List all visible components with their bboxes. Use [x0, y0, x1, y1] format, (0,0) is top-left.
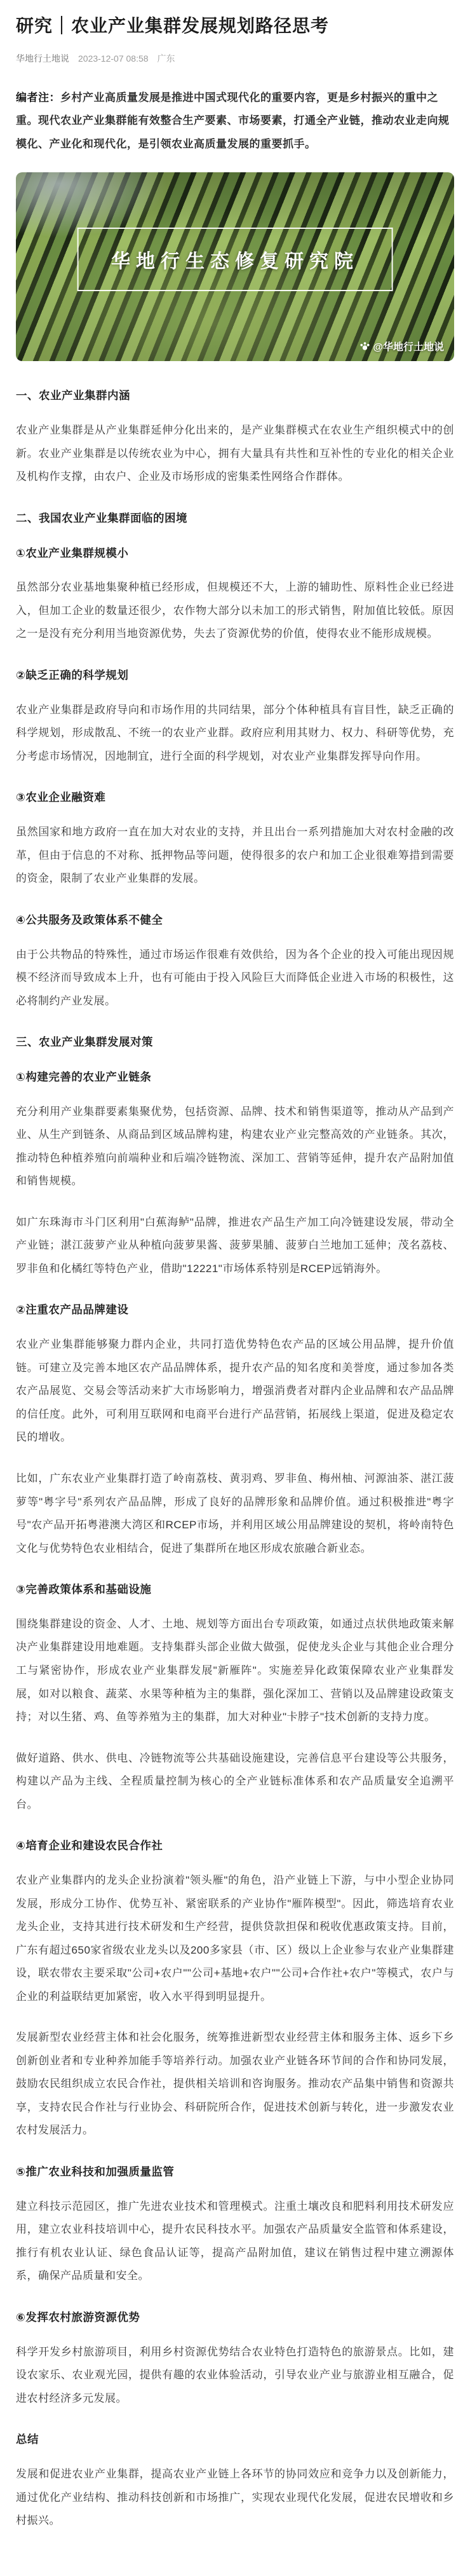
hero-overlay-box	[77, 228, 393, 291]
paragraph: 由于公共物品的特殊性，通过市场运作很难有效供给，因为各个企业的投入可能出现因规模不经济而导致成本上升，也有可能由于投入风险巨大而降低企业进入市场的积极性，这必将制约产业发展。	[16, 948, 454, 1007]
paragraph: 农业产业集群是政府导向和市场作用的共同结果，部分个体种植具有盲目性，缺乏正确的科学规划，形成散乱、不统一的农业产业群。政府应利用其财力、权力、科研等优势，充分考虑市场情况，因地制宜，进行全面的科学规划，对农业产业集群发挥导向作用。	[16, 703, 454, 762]
paragraph: 虽然国家和地方政府一直在加大对农业的支持，并且出台一系列措施加大对农村金融的改革，但由于信息的不对称、抵押物品等问题，使得很多的农户和加工企业很难筹措到需要的资金，限制了农业产业集群的发展。	[16, 826, 454, 885]
section-heading: ①构建完善的农业产业链条	[16, 1070, 152, 1083]
editor-note-text: 乡村产业高质量发展是推进中国式现代化的重要内容，更是乡村振兴的重中之重。现代农业产业集群能有效整合生产要素、市场要素，打通全产业链，推动农业走向规模化、产业化和现代化，是引领农业高质量发展的重要抓手。	[16, 91, 450, 150]
paw-icon	[359, 341, 370, 352]
paragraph: 虽然部分农业基地集聚种植已经形成，但规模还不大，上游的辅助性、原料性企业已经进入，但加工企业的数量还很少，农作物大部分以未加工的形式销售，附加值比较低。原因之一是没有充分利用当地资源优势，失去了资源优势的价值，使得农业不能形成规模。	[16, 581, 454, 640]
paragraph: 发展和促进农业产业集群，提高农业产业链上各环节的协同效应和竞争力以及创新能力，通过优化产业结构、推动科技创新和市场推广，实现农业现代化发展，促进农民增收和乡村振兴。	[16, 2468, 454, 2527]
section	[16, 1065, 454, 1281]
paragraph: 做好道路、供水、供电、冷链物流等公共基础设施建设，完善信息平台建设等公共服务，构建以产品为主线、全程质量控制为核心的全产业链标准体系和农产品质量安全追溯平台。	[16, 1751, 454, 1811]
section-heading: 二、我国农业产业集群面临的困境	[16, 511, 187, 524]
section-heading: ④培育企业和建设农民合作社	[16, 1839, 163, 1853]
watermark	[359, 339, 444, 353]
section-heading: ③农业企业融资难	[16, 791, 106, 804]
paragraph: 如广东珠海市斗门区利用"白蕉海鲈"品牌，推进农产品生产加工向冷链建设发展，带动全产业链；湛江菠萝产业从种植向菠萝果酱、菠萝果脯、菠萝白兰地加工延伸；茂名荔枝、罗非鱼和化橘红等特色产业，借助"12221"市场体系特别是RCEP远销海外。	[16, 1216, 454, 1275]
paragraph: 建立科技示范园区，推广先进农业技术和管理模式。注重土壤改良和肥料利用技术研发应用，建立农业科技培训中心，提升农民科技水平。加强农产品质量安全监管和体系建设，推行有机农业认证、绿色食品认证等，提高产品附加值，建议在销售过程中建立溯源体系，确保产品质量和安全。	[16, 2200, 454, 2282]
watermark-text: @华地行土地说	[373, 342, 444, 353]
author-link[interactable]: 华地行土地说	[16, 53, 69, 64]
section	[16, 2306, 454, 2410]
section	[16, 1031, 454, 1054]
section	[16, 664, 454, 768]
hero-image[interactable]	[16, 172, 454, 361]
section	[16, 2160, 454, 2288]
section	[16, 1578, 454, 1816]
section	[16, 786, 454, 890]
section-heading: ③完善政策体系和基础设施	[16, 1583, 152, 1596]
section	[16, 908, 454, 1013]
section-heading: ⑤推广农业科技和加强质量监管	[16, 2165, 175, 2179]
section	[16, 507, 454, 530]
page-title: 研究｜农业产业集群发展规划路径思考	[16, 16, 330, 36]
section-heading: ⑥发挥农村旅游资源优势	[16, 2310, 140, 2324]
publish-location: 广东	[157, 53, 175, 64]
editor-note-label: 编者注：	[16, 91, 60, 104]
section-heading: ④公共服务及政策体系不健全	[16, 913, 163, 926]
paragraph: 围绕集群建设的资金、人才、土地、规划等方面出台专项政策，如通过点状供地政策来解决产业集群建设用地难题。支持集群头部企业做大做强，促使龙头企业与其他企业合理分工与紧密协作，形成农业产业集群发展"新雁阵"。实施差异化政策保障农业产业集群发展，如对以粮食、蔬菜、水果等种植为主的集群，强化深加工、营销以及品牌建设政策支持；对以生猪、鸡、鱼等养殖为主的集群，加大对种业"卡脖子"技术创新的支持力度。	[16, 1617, 454, 1723]
section-heading: ②缺乏正确的科学规划	[16, 668, 129, 682]
paragraph: 农业产业集群是从产业集群延伸分化出来的，是产业集群模式在农业生产组织模式中的创新。农业产业集群是以传统农业为中心，拥有大量具有共性和互补性的专业化的相关企业及机构作支撑，由农户、企业及市场形成的密集柔性网络合作群体。	[16, 424, 454, 483]
paragraph: 农业产业集群能够聚力群内企业，共同打造优势特色农产品的区域公用品牌，提升价值链。可建立及完善本地区农产品品牌体系，提升农产品的知名度和美誉度，通过参加各类农产品展览、交易会等活动来扩大市场影响力，增强消费者对群内企业品牌和农产品品牌的信任度。此外，可利用互联网和电商平台进行产品营销，拓展线上渠道，促进及稳定农民的增收。	[16, 1338, 454, 1444]
article-meta	[16, 52, 454, 65]
section	[16, 542, 454, 646]
section	[16, 1834, 454, 2142]
editor-note	[16, 86, 454, 156]
section-heading: ①农业产业集群规模小	[16, 546, 129, 559]
paragraph: 比如，广东农业产业集群打造了岭南荔枝、黄羽鸡、罗非鱼、梅州柚、河源油茶、湛江菠萝等"粤字号"系列农产品品牌，形成了良好的品牌形象和品牌价值。通过积极推进"粤字号"农产品开拓粤港澳大湾区和RCEP市场，并利用区域公用品牌建设的契机，将岭南特色文化与优势特色农业相结合，促进了集群所在地区形成农旅融合新业态。	[16, 1472, 454, 1554]
publish-timestamp: 2023-12-07 08:58	[78, 53, 149, 64]
section-heading: 一、农业产业集群内涵	[16, 389, 130, 402]
section-heading: 三、农业产业集群发展对策	[16, 1036, 153, 1049]
section-heading: 总结	[16, 2433, 39, 2446]
hero-overlay-text: 华地行生态修复研究院	[111, 251, 359, 273]
section-heading: ②注重农产品品牌建设	[16, 1303, 129, 1317]
section	[16, 1298, 454, 1560]
paragraph: 发展新型农业经营主体和社会化服务，统筹推进新型农业经营主体和服务主体、返乡下乡创新创业者和专业种养加能手等培养行动。加强农业产业链各环节间的合作和协同发展，鼓励农民组织成立农民合作社，提供相关培训和咨询服务。推动农产品集中销售和资源共享，支持农民合作社与行业协会、科研院所合作，促进技术创新与转化，进一步激发农业农村发展活力。	[16, 2031, 454, 2137]
paragraph: 充分利用产业集群要素集聚优势，包括资源、品牌、技术和销售渠道等，推动从产品到产业、从生产到链条、从商品到区域品牌构建，构建农业产业完整高效的产业链条。其次，推动特色种植养殖向前端种业和后端冷链物流、深加工、营销等延伸，提升农产品附加值和销售规模。	[16, 1105, 454, 1188]
section	[16, 2428, 454, 2532]
paragraph: 农业产业集群内的龙头企业扮演着"领头雁"的角色，沿产业链上下游，与中小型企业协同发展，形成分工协作、优势互补、紧密联系的产业协作"雁阵模型"。因此，筛选培育农业龙头企业，支持其进行技术研发和生产经营，提供贷款担保和税收优惠政策支持。目前，广东有超过650家省级农业龙头以及200多家县（市、区）级以上企业参与农业产业集群建设，联农带农主要采取"公司+农户""公司+基地+农户""公司+合作社+农户"等模式，农户与企业的利益联结更加紧密，收入水平得到明显提升。	[16, 1874, 454, 2003]
paragraph: 科学开发乡村旅游项目，利用乡村资源优势结合农业特色打造特色的旅游景点。比如，建设农家乐、农业观光园，提供有趣的农业体验活动，引导农业产业与旅游业相互融合，促进农村经济多元发展。	[16, 2345, 454, 2404]
section	[16, 384, 454, 488]
